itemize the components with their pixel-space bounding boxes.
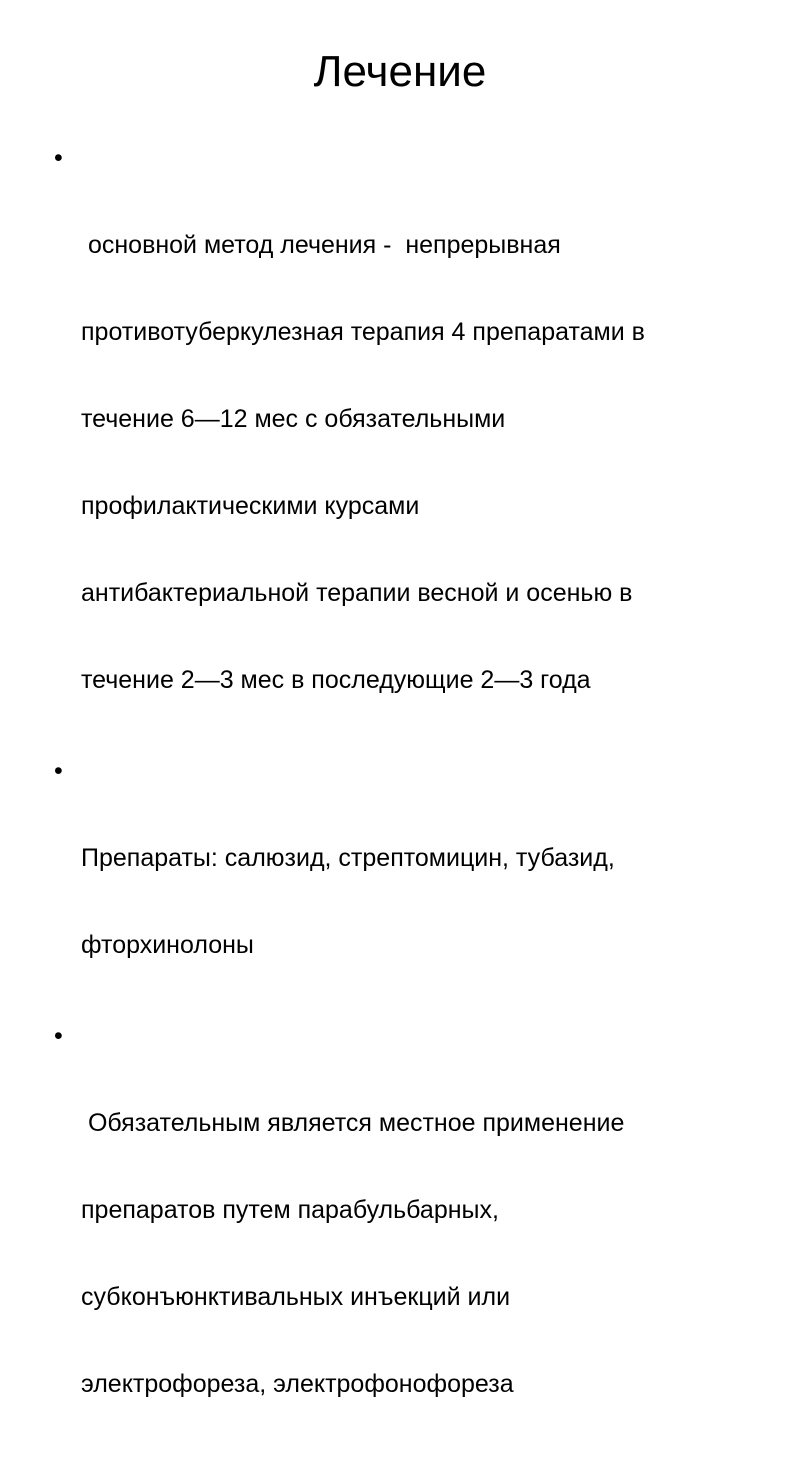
bullet-line: течение 2—3 мес в последующие 2—3 года [81,666,591,694]
bullet-item-drugs [54,757,754,1018]
bullet-line: Обязательным является местное применение [81,1109,625,1137]
bullet-marker: • [54,144,63,172]
bullet-list [54,144,754,1461]
bullet-line: Препараты: салюзид, стрептомицин, тубазид, [81,844,615,872]
bullet-line: течение 6—12 мес с обязательными [81,405,506,433]
bullet-line: препаратов путем парабульбарных, [81,1196,499,1224]
bullet-line: антибактериальной терапии весной и осенью в [81,579,633,607]
slide-title: Лечение [313,47,487,96]
bullet-line: электрофореза, электрофонофореза [81,1370,514,1398]
bullet-line: противотуберкулезная терапия 4 препаратами в [81,318,645,346]
bullet-marker: • [54,1022,63,1050]
bullet-item-local-application [54,1022,754,1457]
bullet-line: субконъюнктивальных инъекций или [81,1283,511,1311]
bullet-marker: • [54,757,63,785]
bullet-item-treatment-method [54,144,754,753]
bullet-line: основной метод лечения - непрерывная [81,231,561,259]
bullet-line: профилактическими курсами [81,492,420,520]
bullet-line: фторхинолоны [81,931,254,959]
